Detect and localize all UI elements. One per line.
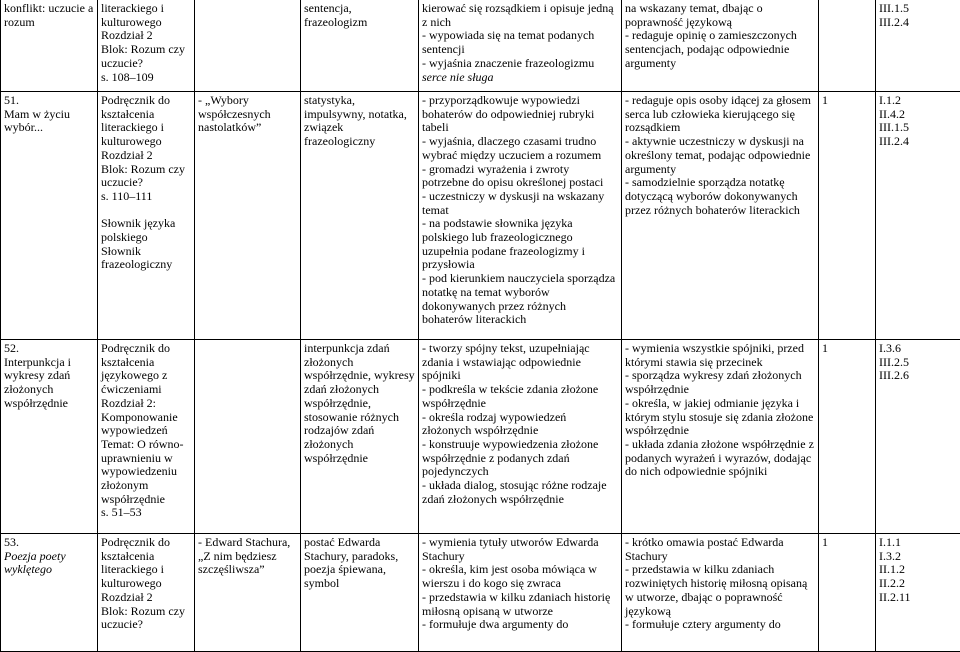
cell-line: - formułuje dwa argumenty do — [422, 618, 618, 632]
topic-cell — [1, 0, 98, 92]
advanced-skills-cell — [622, 534, 819, 652]
texts-cell — [195, 0, 301, 92]
cell-line: - wypowiada się na temat podanych sentencji — [422, 29, 618, 56]
cell-line: na wskazany temat, dbając o poprawność językową — [625, 2, 815, 29]
cell-line: s. 110–111 — [101, 190, 191, 204]
cell-line: Mam w życiu wybór... — [4, 108, 94, 135]
cell-line: Temat: O równo-uprawnieniu w wypowiedzeniu złożonym współrzędnie — [101, 438, 191, 507]
cell-line: - konstruuje wypowiedzenia złożone współrzędnie z podanych zdań pojedynczych — [422, 438, 618, 479]
topic-cell — [1, 92, 98, 340]
basic-skills-cell — [419, 92, 622, 340]
texts-cell — [195, 340, 301, 534]
basic-skills-cell — [419, 534, 622, 652]
cell-line: Interpunkcja i wykresy zdań złożonych współrzędnie — [4, 356, 94, 411]
cell-line: 1 — [822, 94, 872, 108]
curriculum-codes-cell — [876, 0, 960, 92]
cell-line: - pod kierunkiem nauczyciela sporządza notatkę na temat wyborów dokonywanych przez różnych bohaterów literackich — [422, 272, 618, 327]
terms-cell — [301, 92, 419, 340]
cell-line: Słownik frazeologiczny — [101, 245, 191, 272]
texts-cell — [195, 534, 301, 652]
cell-line: - określa rodzaj wypowiedzeń złożonych współrzędnie — [422, 411, 618, 438]
terms-cell — [301, 0, 419, 92]
cell-line: sentencja, frazeologizm — [304, 2, 415, 29]
basic-skills-cell — [419, 340, 622, 534]
topic-cell — [1, 534, 98, 652]
terms-cell — [301, 340, 419, 534]
cell-line: III.2.5 — [879, 356, 958, 370]
textbook-cell — [98, 0, 195, 92]
cell-line: Rozdział 2 — [101, 591, 191, 605]
curriculum-codes-cell — [876, 534, 960, 652]
texts-cell — [195, 92, 301, 340]
cell-line: - przedstawia w kilku zdaniach rozwiniętych historię miłosną opisaną w utworze, dbając o poprawność językową — [625, 563, 815, 618]
cell-line: I.1.1 — [879, 536, 958, 550]
cell-line: Rozdział 2 — [101, 29, 191, 43]
cell-line: Słownik języka polskiego — [101, 217, 191, 244]
basic-skills-cell — [419, 0, 622, 92]
cell-line: Komponowanie wypowiedzeń — [101, 411, 191, 438]
cell-line: statystyka, impulsywny, notatka, związek frazeologiczny — [304, 94, 415, 149]
textbook-cell — [98, 534, 195, 652]
hours-cell — [819, 0, 876, 92]
cell-line: - gromadzi wyrażenia i zwroty potrzebne do opisu określonej postaci — [422, 163, 618, 190]
cell-line: - samodzielnie sporządza notatkę dotyczącą wyborów dokonywanych przez różnych bohaterów literackich — [625, 176, 815, 217]
cell-line: - redaguje opis osoby idącej za głosem serca lub człowieka kierującego się rozsądkiem — [625, 94, 815, 135]
hours-cell — [819, 534, 876, 652]
cell-line: - układa dialog, stosując różne rodzaje zdań złożonych współrzędnie — [422, 479, 618, 506]
cell-line: - formułuje cztery argumenty do — [625, 618, 815, 632]
cell-line: 53. — [4, 536, 94, 550]
cell-line: I.3.6 — [879, 342, 958, 356]
table-row — [1, 534, 960, 652]
cell-line: I.1.2 — [879, 94, 958, 108]
cell-line: - na podstawie słownika języka polskiego lub frazeologicznego uzupełnia podane frazeologizmy i przysłowia — [422, 217, 618, 272]
cell-line: II.4.2 — [879, 108, 958, 122]
cell-line: Blok: Rozum czy uczucie? — [101, 605, 191, 632]
cell-line: - redaguje opinię o zamieszczonych sentencjach, podając odpowiednie argumenty — [625, 29, 815, 70]
cell-line: s. 51–53 — [101, 506, 191, 520]
cell-line: - aktywnie uczestniczy w dyskusji na określony temat, podając odpowiednie argumenty — [625, 135, 815, 176]
cell-line: Blok: Rozum czy uczucie? — [101, 163, 191, 190]
cell-line: II.2.2 — [879, 577, 958, 591]
cell-line: - przyporządkowuje wypowiedzi bohaterów do odpowiedniej rubryki tabeli — [422, 94, 618, 135]
cell-line: Podręcznik do kształcenia literackiego i kulturowego — [101, 94, 191, 149]
cell-line: konflikt: uczucie a rozum — [4, 2, 94, 29]
textbook-cell — [98, 340, 195, 534]
cell-line: - tworzy spójny tekst, uzupełniając zdania i wstawiając odpowiednie spójniki — [422, 342, 618, 383]
terms-cell — [301, 534, 419, 652]
advanced-skills-cell — [622, 340, 819, 534]
cell-line: Rozdział 2: — [101, 397, 191, 411]
cell-line: III.1.5 — [879, 2, 958, 16]
cell-line: - określa, w jakiej odmianie języka i którym stylu stosuje się zdania złożone współrzędnie — [625, 397, 815, 438]
curriculum-codes-cell — [876, 92, 960, 340]
cell-line: Poezja poety wyklętego — [4, 550, 94, 577]
cell-line: - wyjaśnia, dlaczego czasami trudno wybrać między uczuciem a rozumem — [422, 135, 618, 162]
hours-cell — [819, 340, 876, 534]
textbook-cell — [98, 92, 195, 340]
cell-line: Podręcznik do kształcenia literackiego i kulturowego — [101, 536, 191, 591]
cell-line: - wyjaśnia znaczenie frazeologizmu — [422, 57, 618, 71]
cell-line: Rozdział 2 — [101, 149, 191, 163]
cell-line: 1 — [822, 342, 872, 356]
cell-line: - układa zdania złożone współrzędnie z podanych wyrażeń i wyrazów, dodając do nich odpowiednie spójniki — [625, 438, 815, 479]
hours-cell — [819, 92, 876, 340]
cell-line: III.1.5 — [879, 121, 958, 135]
cell-line: - wymienia tytuły utworów Edwarda Stachury — [422, 536, 618, 563]
cell-line: - określa, kim jest osoba mówiąca w wierszu i do kogo się zwraca — [422, 563, 618, 590]
cell-line: postać Edwarda Stachury, paradoks, poezja śpiewana, symbol — [304, 536, 415, 591]
cell-line: kierować się rozsądkiem i opisuje jedną z nich — [422, 2, 618, 29]
cell-line: s. 108–109 — [101, 71, 191, 85]
cell-line: literackiego i kulturowego — [101, 2, 191, 29]
cell-line: - wymienia wszystkie spójniki, przed którymi stawia się przecinek — [625, 342, 815, 369]
advanced-skills-cell — [622, 0, 819, 92]
curriculum-codes-cell — [876, 340, 960, 534]
cell-line: II.1.2 — [879, 563, 958, 577]
cell-line: Blok: Rozum czy uczucie? — [101, 43, 191, 70]
table-row — [1, 92, 960, 340]
table-row — [1, 0, 960, 92]
cell-line: Podręcznik do kształcenia językowego z ćwiczeniami — [101, 342, 191, 397]
cell-line: 52. — [4, 342, 94, 356]
cell-line — [101, 204, 191, 218]
topic-cell — [1, 340, 98, 534]
cell-line: - podkreśla w tekście zdania złożone współrzędnie — [422, 383, 618, 410]
cell-line: III.2.4 — [879, 135, 958, 149]
cell-line: 51. — [4, 94, 94, 108]
cell-line: - uczestniczy w dyskusji na wskazany temat — [422, 190, 618, 217]
cell-line: 1 — [822, 536, 872, 550]
table-row — [1, 340, 960, 534]
cell-line: - „Wybory współczesnych nastolatków” — [198, 94, 297, 135]
advanced-skills-cell — [622, 92, 819, 340]
cell-line: III.2.4 — [879, 16, 958, 30]
cell-line: - krótko omawia postać Edwarda Stachury — [625, 536, 815, 563]
cell-line: III.2.6 — [879, 369, 958, 383]
cell-line: - przedstawia w kilku zdaniach historię miłosną opisaną w utworze — [422, 591, 618, 618]
cell-line: interpunkcja zdań złożonych współrzędnie, wykresy zdań złożonych współrzędnie, stosowanie różnych rodzajów zdań złożonych współrzędnie — [304, 342, 415, 465]
cell-line: - sporządza wykresy zdań złożonych współrzędnie — [625, 369, 815, 396]
cell-line: - Edward Stachura, „Z nim będziesz szczęśliwsza” — [198, 536, 297, 577]
cell-line: II.2.11 — [879, 591, 958, 605]
cell-line: I.3.2 — [879, 550, 958, 564]
cell-line: serce nie sługa — [422, 71, 618, 85]
